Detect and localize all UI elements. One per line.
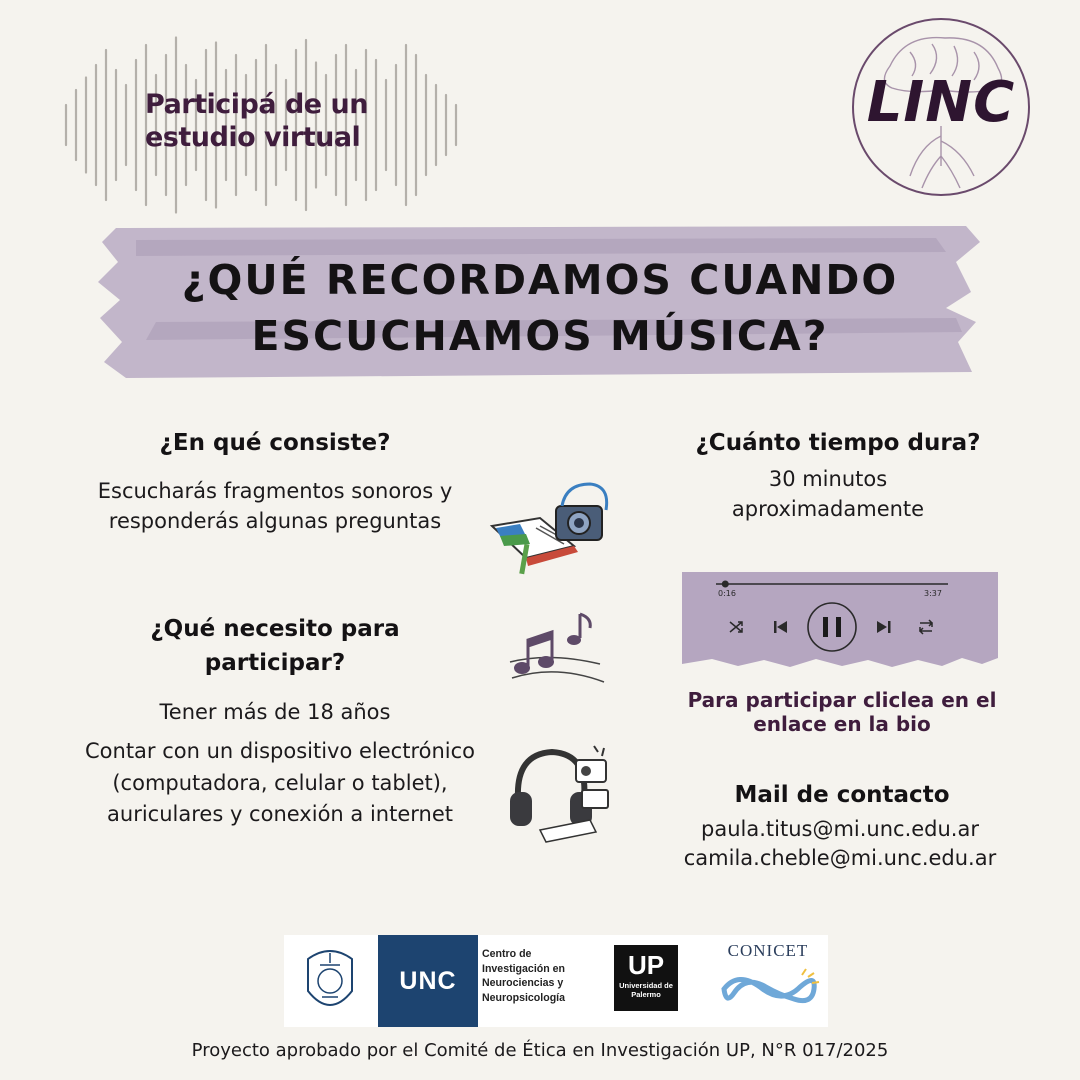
participate-call-to-action: Para participar cliclea en el enlace en la bio (687, 688, 997, 736)
up-logo (614, 945, 678, 1011)
answer-what-is-it: Escucharás fragmentos sonoros y responderás algunas preguntas (97, 479, 453, 533)
requirement-age: Tener más de 18 años (159, 700, 391, 724)
conicet-logo-text: CONICET (727, 941, 809, 960)
question-duration: ¿Cuánto tiempo dura? (695, 430, 981, 456)
time-total: 3:37 (924, 589, 942, 598)
answer-duration: 30 minutos aproximadamente (731, 467, 925, 521)
headline-line-1: ¿QUÉ RECORDAMOS CUANDO (181, 256, 899, 304)
book-camera-illustration (486, 478, 616, 584)
email-paula[interactable]: paula.titus@mi.unc.edu.ar (701, 817, 979, 841)
email-camila[interactable]: camila.cheble@mi.unc.edu.ar (683, 846, 997, 870)
badge-line-2: estudio virtual (145, 122, 361, 153)
question-requirements: ¿Qué necesito para participar? (150, 616, 400, 676)
progress-knob (722, 581, 729, 588)
headline-line-2: ESCUCHAMOS MÚSICA? (251, 312, 829, 360)
up-logo-name: Universidad de Palermo (619, 981, 673, 999)
headphones-radio-illustration (504, 740, 616, 846)
university-seal-icon (300, 943, 360, 1019)
requirement-device: Contar con un dispositivo electrónico (computadora, celular o tablet), auriculares y conexión a internet (85, 739, 475, 826)
contact-heading: Mail de contacto (734, 782, 950, 808)
contact-emails (640, 815, 1040, 873)
linc-logo-text: LINC (866, 70, 1016, 135)
question-what-is-it: ¿En qué consiste? (159, 430, 391, 456)
sponsor-logos-strip (284, 935, 828, 1027)
ethics-approval-footer: Proyecto aprobado por el Comité de Ética en Investigación UP, N°R 017/2025 (191, 1040, 889, 1061)
unc-logo: UNC (378, 935, 478, 1027)
music-player-graphic (682, 572, 998, 668)
cinn-logo-text: Centro de Investigación en Neurociencias y Neuropsicología (482, 948, 566, 1004)
badge-line-1: Participá de un (145, 89, 368, 120)
conicet-infinity-icon (716, 965, 822, 1013)
time-elapsed: 0:16 (718, 589, 736, 598)
main-headline (60, 252, 1020, 364)
music-notes-illustration (500, 604, 610, 694)
up-logo-letters: UP (627, 950, 665, 980)
study-badge (145, 88, 385, 154)
